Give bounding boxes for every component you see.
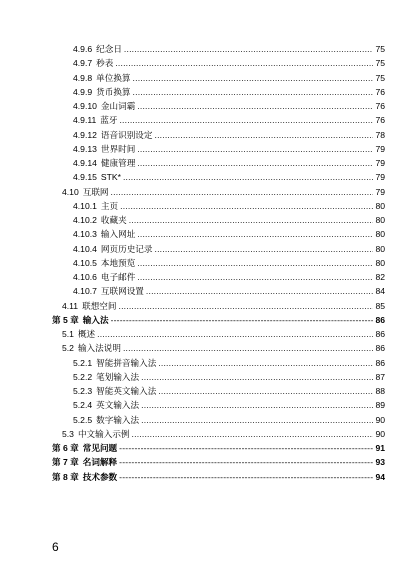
toc-entry-label: [62, 329, 95, 339]
toc-entry-label: [73, 87, 131, 97]
toc-entry[interactable]: [73, 368, 385, 382]
toc-entry-number: 4.9.8: [73, 72, 93, 83]
toc-leader: [124, 44, 373, 54]
toc-entry[interactable]: [52, 439, 385, 453]
toc-entry-title: 网页历史记录: [100, 243, 153, 254]
toc-entry-title: 智能拼音输入法: [96, 357, 157, 368]
toc-entry-number: 4.9.7: [73, 58, 93, 69]
toc-entry[interactable]: [73, 111, 385, 125]
toc-entry-page: 90: [375, 428, 385, 439]
toc-entry-label: [73, 73, 131, 83]
toc-entry-page: 87: [375, 371, 385, 382]
toc-entry-title: 货币换算: [96, 86, 131, 97]
toc-entry-number: 4.10.2: [73, 215, 97, 225]
toc-entry-label: [73, 358, 156, 368]
toc-entry-title: 笔划输入法: [96, 371, 140, 382]
toc-entry-label: [73, 144, 135, 154]
toc-entry-title: 语音识别设定: [100, 129, 153, 140]
toc-leader: [137, 229, 373, 239]
toc-entry-title: 本地预览: [100, 257, 136, 268]
toc-entry-label: [73, 244, 152, 254]
toc-entry[interactable]: [62, 339, 385, 353]
toc-entry[interactable]: [73, 211, 385, 225]
toc-entry-number: 4.9.9: [73, 86, 93, 97]
toc-leader: [115, 58, 373, 68]
toc-entry-page: 79: [375, 186, 385, 197]
toc-leader: [111, 315, 373, 325]
toc-entry-number: 5.2.1: [73, 357, 93, 368]
toc-entry-page: 94: [375, 471, 385, 482]
toc-entry-title: 智能英文输入法: [96, 386, 157, 396]
toc-entry-page: 88: [375, 386, 385, 396]
toc-leader: [118, 301, 373, 311]
toc-entry-page: 86: [375, 314, 385, 325]
toc-entry-title: 秒表: [96, 58, 114, 69]
toc-entry[interactable]: [73, 154, 385, 168]
toc-entry-number: 第 5 章: [52, 314, 79, 325]
toc-entry[interactable]: [73, 69, 385, 83]
toc-entry-label: [62, 343, 121, 353]
toc-entry-title: 联想空间: [82, 300, 117, 311]
toc-entry[interactable]: [62, 183, 385, 197]
toc-entry-label: [73, 400, 139, 410]
toc-leader: [119, 472, 373, 482]
toc-entry-page: 76: [375, 115, 385, 126]
toc-leader: [141, 415, 373, 425]
toc-entry-number: 5.1: [62, 329, 74, 339]
toc-leader: [119, 115, 373, 125]
toc-entry-number: 4.10: [62, 186, 79, 197]
toc-entry-label: [73, 201, 118, 211]
toc-entry[interactable]: [73, 126, 385, 140]
toc-leader: [154, 244, 373, 254]
toc-entry-label: [73, 272, 135, 282]
toc-entry-label: [73, 58, 113, 68]
toc-entry-number: 4.9.6: [73, 44, 93, 54]
toc-entry-label: [52, 472, 117, 482]
toc-entry-number: 4.10.1: [73, 200, 97, 211]
toc-entry-number: 4.10.5: [73, 257, 97, 268]
toc-entry-page: 90: [375, 414, 385, 425]
toc-leader: [129, 215, 373, 225]
toc-entry[interactable]: [73, 97, 385, 111]
toc-entry[interactable]: [73, 282, 385, 296]
toc-entry-page: 80: [375, 215, 385, 225]
toc-entry-page: 84: [375, 286, 385, 297]
toc-entry[interactable]: [73, 240, 385, 254]
toc-entry[interactable]: [52, 311, 385, 325]
toc-entry[interactable]: [73, 354, 385, 368]
toc-leader: [133, 73, 373, 83]
toc-entry[interactable]: [73, 225, 385, 239]
toc-leader: [123, 343, 373, 353]
toc-leader: [111, 187, 373, 197]
toc-entry-number: 4.9.11: [73, 115, 97, 126]
toc-entry-label: [73, 258, 135, 268]
toc-entry-label: [73, 215, 127, 225]
toc-entry-title: 中文输入示例: [77, 428, 130, 439]
toc-entry-number: 4.10.3: [73, 229, 97, 240]
toc-entry-label: [73, 372, 139, 382]
toc-entry-page: 80: [375, 257, 385, 268]
toc-entry-page: 89: [375, 400, 385, 411]
toc-entry[interactable]: [52, 468, 385, 482]
toc-entry-page: 86: [375, 329, 385, 339]
toc-entry-label: [73, 229, 135, 239]
toc-leader: [137, 158, 373, 168]
toc-entry-label: [73, 130, 152, 140]
toc-entry-page: 79: [375, 172, 385, 183]
toc-entry-page: 86: [375, 343, 385, 354]
toc-entry[interactable]: [73, 168, 385, 182]
toc-entry-label: [73, 44, 122, 54]
toc-entry-title: 概述: [77, 329, 96, 339]
toc-entry-number: 5.3: [62, 428, 74, 439]
toc-entry[interactable]: [62, 425, 385, 439]
toc-entry-label: [62, 301, 116, 311]
toc-entry-label: [52, 457, 117, 467]
toc-leader: [120, 201, 373, 211]
toc-entry-label: [73, 101, 135, 111]
toc-entry-page: 75: [375, 58, 385, 69]
toc-entry[interactable]: [62, 325, 385, 339]
toc-entry-label: [73, 172, 121, 182]
toc-entry-page: 75: [375, 44, 385, 54]
toc-entry-title: 英文输入法: [96, 400, 140, 411]
toc-entry-number: 4.9.12: [73, 129, 97, 140]
toc-leader: [132, 429, 373, 439]
toc-entry-number: 5.2.5: [73, 414, 93, 425]
toc-entry-label: [52, 443, 117, 453]
toc-entry-title: 收藏夹: [100, 215, 127, 225]
toc-entry-number: 第 8 章: [52, 471, 79, 482]
toc-entry[interactable]: [73, 140, 385, 154]
toc-entry-number: 4.9.10: [73, 101, 97, 111]
toc-entry-page: 80: [375, 229, 385, 240]
toc-entry-page: 80: [375, 200, 385, 211]
toc-entry-title: 数字输入法: [96, 414, 140, 425]
toc-leader: [123, 172, 373, 182]
toc-entry[interactable]: [73, 396, 385, 410]
toc-leader: [137, 144, 373, 154]
toc-entry-number: 4.9.14: [73, 158, 97, 168]
toc-entry-number: 4.10.6: [73, 272, 97, 282]
toc-entry-number: 4.9.15: [73, 172, 97, 183]
toc-entry-title: 技术参数: [82, 471, 118, 482]
toc-leader: [146, 286, 373, 296]
toc-leader: [97, 329, 373, 339]
toc-entry-title: 输入法说明: [77, 343, 121, 354]
toc-entry-number: 5.2: [62, 343, 74, 354]
toc-entry-page: 91: [375, 443, 385, 453]
toc-entry-page: 79: [375, 158, 385, 168]
toc-entry[interactable]: [52, 453, 385, 467]
toc-entry-title: 输入网址: [100, 229, 136, 240]
toc-entry-title: 健康管理: [100, 158, 136, 168]
toc-leader: [119, 443, 373, 453]
toc-entry-label: [73, 115, 117, 125]
toc-entry-title: 蓝牙: [100, 115, 118, 126]
toc-entry-title: 纪念日: [96, 44, 122, 54]
toc-leader: [154, 130, 373, 140]
toc-entry-page: 82: [375, 272, 385, 282]
toc-entry-page: 76: [375, 101, 385, 111]
toc-entry[interactable]: [73, 83, 385, 97]
toc-leader: [158, 386, 373, 396]
toc-entry-title: 互联网设置: [100, 286, 144, 297]
page-number: 6: [52, 540, 59, 554]
toc-entry-page: 80: [375, 243, 385, 254]
toc-entry-page: 93: [375, 457, 385, 468]
toc-entry[interactable]: [73, 254, 385, 268]
toc-entry-page: 86: [375, 357, 385, 368]
toc-entry-title: 互联网: [82, 186, 109, 197]
toc-entry-title: 电子邮件: [100, 272, 136, 282]
toc-entry[interactable]: [73, 411, 385, 425]
toc-entry-label: [52, 315, 109, 325]
toc-entry-title: 输入法: [82, 314, 109, 325]
toc-entry-page: 76: [375, 86, 385, 97]
toc-entry-number: 5.2.4: [73, 400, 93, 411]
toc-entry-page: 85: [375, 300, 385, 311]
toc-leader: [141, 400, 373, 410]
toc-entry-number: 4.10.7: [73, 286, 97, 297]
toc-entry-title: 常见问题: [82, 443, 118, 453]
toc-leader: [158, 358, 373, 368]
toc-entry-number: 5.2.3: [73, 386, 93, 396]
toc-entry-label: [73, 286, 144, 296]
toc-entry-page: 78: [375, 129, 385, 140]
toc-entry-number: 第 7 章: [52, 457, 79, 468]
toc-entry[interactable]: [73, 54, 385, 68]
toc-entry-title: STK*: [100, 172, 121, 183]
toc-entry-title: 金山词霸: [100, 101, 136, 111]
toc-entry-title: 单位换算: [96, 72, 131, 83]
toc-entry-label: [73, 415, 139, 425]
toc-leader: [137, 258, 373, 268]
toc-entry[interactable]: [73, 40, 385, 54]
toc-entry-number: 4.10.4: [73, 243, 97, 254]
toc-entry-number: 第 6 章: [52, 443, 79, 453]
toc-entry-title: 名词解释: [82, 457, 118, 468]
toc-entry-label: [62, 187, 109, 197]
toc-entry-number: 5.2.2: [73, 371, 93, 382]
toc-leader: [137, 101, 373, 111]
toc-entry-label: [73, 386, 156, 396]
toc-entry-number: 4.11: [62, 300, 79, 311]
toc-entry-page: 75: [375, 72, 385, 83]
toc-entry[interactable]: [62, 297, 385, 311]
toc-entry-label: [73, 158, 135, 168]
toc-entry-title: 主页: [100, 200, 119, 211]
toc-entry[interactable]: [73, 197, 385, 211]
toc-leader: [133, 87, 373, 97]
toc-entry[interactable]: [73, 268, 385, 282]
toc-leader: [141, 372, 373, 382]
toc-entry-title: 世界时间: [100, 143, 136, 154]
toc-leader: [119, 457, 373, 467]
toc-entry-number: 4.9.13: [73, 143, 97, 154]
toc-entry-label: [62, 429, 130, 439]
toc-leader: [137, 272, 373, 282]
toc-entry-page: 79: [375, 143, 385, 154]
toc-entry[interactable]: [73, 382, 385, 396]
